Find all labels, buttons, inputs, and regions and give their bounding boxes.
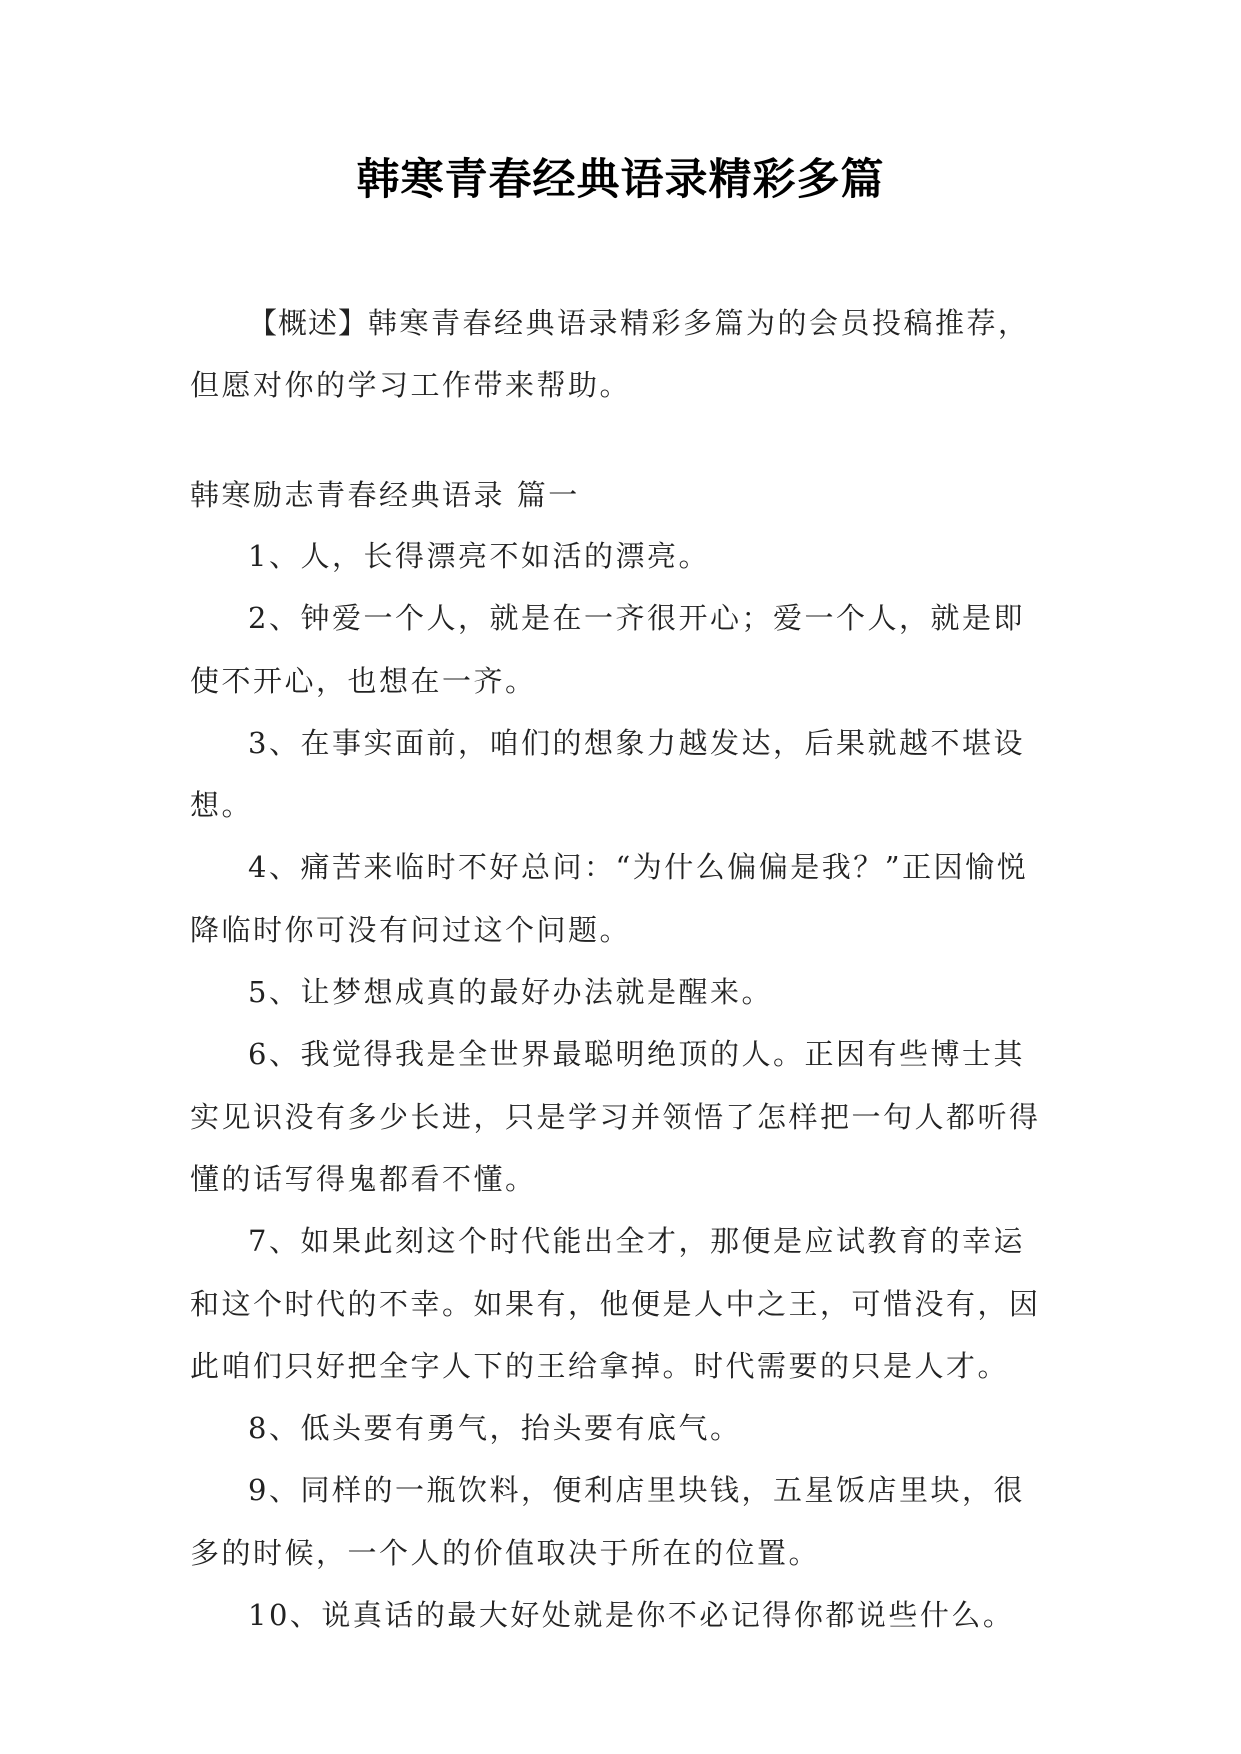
- quote-item: 9、同样的一瓶饮料，便利店里块钱，五星饭店里块，很多的时候，一个人的价值取决于所在的位置。: [190, 1473, 1025, 1570]
- quote-item: 5、让梦想成真的最好办法就是醒来。: [248, 975, 773, 1010]
- quote-item: 6、我觉得我是全世界最聪明绝顶的人。正因有些博士其实见识没有多少长进，只是学习并领悟了怎样把一句人都听得懂的话写得鬼都看不懂。: [190, 1037, 1041, 1196]
- quote-item: 8、低头要有勇气，抬头要有底气。: [248, 1411, 742, 1446]
- summary-paragraph: [190, 292, 1050, 416]
- section-heading: 韩寒励志青春经典语录 篇一: [190, 478, 580, 512]
- quote-item: 2、钟爱一个人，就是在一齐很开心；爱一个人，就是即使不开心，也想在一齐。: [190, 601, 1025, 698]
- quote-item: 7、如果此刻这个时代能出全才，那便是应试教育的幸运和这个时代的不幸。如果有，他便是人中之王，可惜没有，因此咱们只好把全字人下的王给拿掉。时代需要的只是人才。: [190, 1224, 1041, 1383]
- quote-item: 1、人，长得漂亮不如活的漂亮。: [248, 539, 710, 573]
- summary-label: 【概述】: [248, 306, 369, 340]
- document-title: 韩寒青春经典语录精彩多篇: [356, 155, 885, 205]
- quote-list: [190, 525, 1050, 1646]
- summary-text: 韩寒青春经典语录精彩多篇为的会员投稿推荐，但愿对你的学习工作带来帮助。: [190, 306, 1030, 402]
- quote-item: 10、说真话的最大好处就是你不必记得你都说些什么。: [248, 1598, 1015, 1633]
- quote-item: 3、在事实面前，咱们的想象力越发达，后果就越不堪设想。: [190, 725, 1025, 823]
- quote-item: 4、痛苦来临时不好总问：“为什么偏偏是我？”正因愉悦降临时你可没有问过这个问题。: [190, 850, 1029, 947]
